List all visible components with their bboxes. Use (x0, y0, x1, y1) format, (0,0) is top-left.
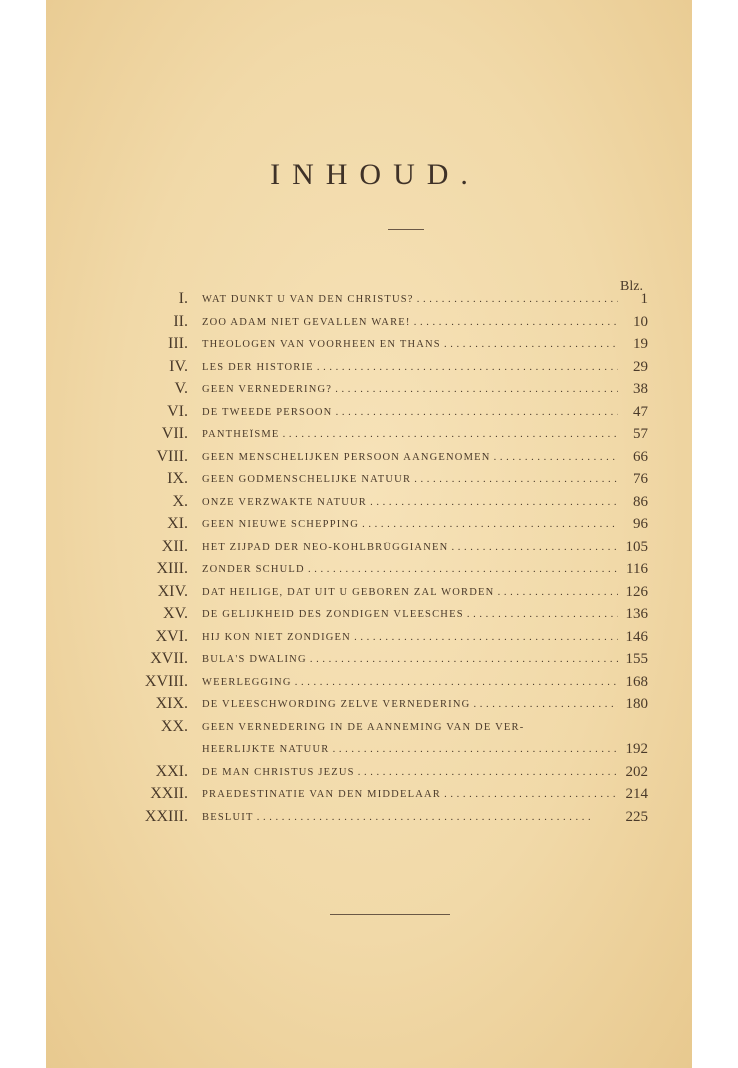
chapter-title: LES DER HISTORIE . . . (202, 362, 618, 373)
chapter-number: XVIII. (144, 672, 188, 690)
title-divider (388, 229, 424, 230)
page-number: 96 (633, 516, 648, 532)
chapter-number: X. (172, 492, 188, 510)
page-number: 86 (633, 493, 648, 510)
toc-entry (46, 717, 692, 740)
chapter-number: III. (168, 335, 188, 352)
chapter-title: PANTHEÏSME . . . (202, 429, 618, 440)
toc-entry (46, 537, 692, 560)
page-number: 146 (625, 628, 648, 645)
chapter-title: HIJ KON NIET ZONDIGEN . . . (202, 632, 618, 643)
toc-entry (46, 334, 692, 357)
toc-entry (46, 604, 692, 627)
toc-entry (46, 649, 692, 672)
chapter-number: XV. (162, 605, 188, 622)
page-number: 155 (625, 651, 648, 667)
toc-entry (46, 312, 692, 335)
chapter-number: XII. (161, 537, 188, 555)
toc-entry (46, 289, 692, 312)
page-number: 19 (633, 336, 648, 352)
page-number: 29 (633, 358, 648, 375)
chapter-number: XVI. (155, 627, 188, 645)
chapter-title: DE TWEEDE PERSOON . . . (202, 407, 618, 418)
toc-entry (46, 357, 692, 380)
page-number: 1 (640, 291, 648, 307)
chapter-number: XX. (160, 717, 188, 735)
table-of-contents (46, 289, 692, 829)
chapter-number: XXIII. (144, 807, 188, 825)
chapter-title: ZOO ADAM NIET GEVALLEN WARE! . . . (202, 317, 618, 328)
chapter-number: IX. (167, 470, 188, 487)
toc-entry (46, 424, 692, 447)
toc-entry (46, 402, 692, 425)
chapter-title: ONZE VERZWAKTE NATUUR . . . (202, 497, 618, 508)
toc-entry (46, 627, 692, 650)
page-number: 180 (625, 696, 648, 712)
chapter-title: THEOLOGEN VAN VOORHEEN EN THANS . . . (202, 339, 618, 350)
toc-entry (46, 514, 692, 537)
page-number: 192 (625, 741, 648, 757)
toc-entry (46, 739, 692, 762)
toc-entry (46, 694, 692, 717)
page-number: 105 (625, 538, 648, 555)
toc-entry (46, 379, 692, 402)
chapter-title: GEEN MENSCHELIJKEN PERSOON AANGENOMEN . . . (202, 452, 618, 463)
chapter-number: XXII. (150, 785, 188, 802)
page-number: 76 (633, 471, 648, 487)
toc-entry (46, 492, 692, 515)
chapter-title: GEEN NIEUWE SCHEPPING . . . (202, 519, 618, 530)
toc-entry (46, 447, 692, 470)
page-number: 214 (625, 786, 648, 802)
chapter-title: BESLUIT . . . (202, 812, 618, 823)
chapter-title: PRAEDESTINATIE VAN DEN MIDDELAAR . . . (202, 789, 618, 800)
chapter-number: XXI. (155, 762, 188, 780)
chapter-number: XIX. (155, 695, 188, 712)
page-number: 57 (633, 426, 648, 442)
chapter-title: BULA'S DWALING . . . (202, 654, 618, 665)
chapter-title: WEERLEGGING . . . (202, 677, 618, 688)
page-number: 202 (625, 763, 648, 780)
page-number: 136 (625, 606, 648, 622)
closing-divider (330, 914, 450, 915)
chapter-number: XIII. (156, 560, 188, 577)
toc-entry (46, 784, 692, 807)
book-page (46, 0, 692, 1068)
chapter-title: DAT HEILIGE, DAT UIT U GEBOREN ZAL WORDEN . . . (202, 587, 618, 598)
chapter-number: V. (174, 380, 188, 397)
chapter-title: GEEN VERNEDERING? . . . (202, 384, 618, 395)
page-title: INHOUD. (270, 158, 480, 191)
page-number: 10 (633, 313, 648, 330)
chapter-title: GEEN GODMENSCHELIJKE NATUUR . . . (202, 474, 618, 485)
page-number: 116 (626, 561, 648, 577)
chapter-title: DE VLEESCHWORDING ZELVE VERNEDERING . . . (202, 699, 618, 710)
page-number: 38 (633, 381, 648, 397)
chapter-title: WAT DUNKT U VAN DEN CHRISTUS? . . . (202, 294, 618, 305)
chapter-title: HET ZIJPAD DER NEO-KOHLBRÜGGIANEN . . . (202, 542, 618, 553)
chapter-title: GEEN VERNEDERING IN DE AANNEMING VAN DE VER- (202, 721, 525, 733)
page-number: 225 (625, 808, 648, 825)
toc-entry (46, 672, 692, 695)
toc-entry (46, 582, 692, 605)
chapter-title: HEERLIJKTE NATUUR . . . (202, 744, 618, 755)
chapter-title: ZONDER SCHULD . . . (202, 564, 618, 575)
chapter-number: IV. (169, 357, 188, 375)
chapter-number: VII. (161, 425, 188, 442)
chapter-title: DE MAN CHRISTUS JEZUS . . . (202, 767, 618, 778)
chapter-number: XVII. (150, 650, 188, 667)
page-number: 66 (633, 448, 648, 465)
toc-entry (46, 559, 692, 582)
toc-entry (46, 807, 692, 830)
page-number: 168 (625, 673, 648, 690)
toc-entry (46, 762, 692, 785)
page-column-header: Blz. (620, 279, 643, 294)
chapter-number: VIII. (156, 447, 188, 465)
chapter-number: II. (173, 312, 188, 330)
chapter-title: DE GELIJKHEID DES ZONDIGEN VLEESCHES . . . (202, 609, 618, 620)
page-number: 47 (633, 403, 648, 420)
chapter-number: XI. (167, 515, 188, 532)
page-number: 126 (625, 583, 648, 600)
chapter-number: VI. (167, 402, 188, 420)
chapter-number: XIV. (157, 582, 188, 600)
chapter-number: I. (178, 290, 188, 307)
toc-entry (46, 469, 692, 492)
